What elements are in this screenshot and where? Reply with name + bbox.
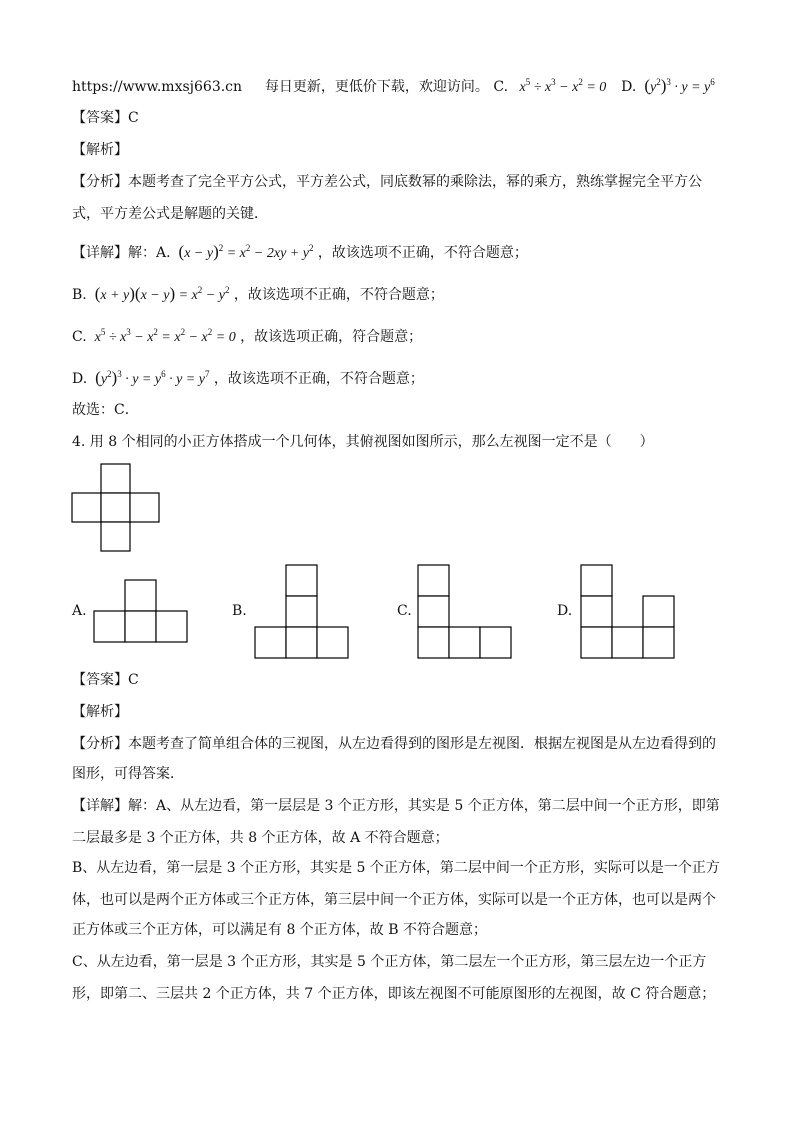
q4-answer: 【答案】C — [72, 672, 139, 688]
q3-d-label: D. — [72, 371, 88, 387]
q3-detail-a — [72, 238, 528, 264]
formula-a: $(x - y)^2 = x^2 - 2xy + y^2$ — [178, 242, 314, 261]
q3-c-label: C. — [72, 329, 87, 345]
option-b-label: B. — [232, 603, 247, 619]
q3-choose: 故选：C． — [72, 402, 139, 418]
option-d-fig-label: D. — [557, 603, 573, 619]
formula-c-detail: $x^5 \div x^3 - x^2 = x^2 - x^2 = 0$ — [91, 327, 236, 345]
header-line — [72, 72, 715, 98]
top-view-figure — [70, 462, 165, 554]
q3-c-tail: ，故该选项正确，符合题意； — [240, 329, 423, 345]
q4-detail-7: 形，即第二、三层共 2 个正方体，共 7 个正方体，即该左视图不可能原图形的左视图，故 C 符合题意； — [72, 986, 716, 1002]
formula-d: $(y^2)^3 \cdot y = y^6$ — [644, 76, 715, 95]
q3-b-tail: ，故该选项不正确，不符合题意； — [233, 287, 444, 303]
q4-fenxi-2: 图形，可得答案． — [72, 766, 184, 782]
option-a-label: A. — [72, 603, 87, 619]
formula-c: $x^5 \div x^3 - x^2 = 0$ — [512, 77, 607, 95]
option-c-fig-label: C. — [397, 603, 412, 619]
q4-detail-1: 【详解】解：A、从左边看，第一层层是 3 个正方形，其实是 5 个正方体，第二层中间一个正方形，即第 — [72, 798, 720, 814]
site-slogan: 每日更新，更低价下载，欢迎访问。 — [264, 79, 489, 95]
q3-detail-d — [72, 364, 424, 390]
option-c-label: C. — [493, 79, 509, 95]
q4-detail-2: 二层最多是 3 个正方体，共 8 个正方体，故 A 不符合题意； — [72, 830, 449, 846]
q3-detail-a-tail: ，故该选项不正确，不符合题意； — [317, 245, 528, 261]
q4-detail-6: C、从左边看，第一层是 3 个正方形，其实是 5 个正方体，第二层左一个正方形，第三层左边一个正方 — [72, 954, 707, 970]
q3-b-label: B. — [72, 287, 87, 303]
option-d-label: D. — [621, 79, 637, 95]
option-b-figure — [253, 563, 353, 661]
formula-b: $(x + y)(x - y) = x^2 - y^2$ — [94, 284, 230, 303]
site-url: https://www.mxsj663.cn — [72, 79, 243, 95]
q4-question: 4. 用 8 个相同的小正方体搭成一个几何体，其俯视图如图所示，那么左视图一定不是（ ） — [72, 434, 654, 450]
q4-detail-5: 正方体或三个正方体，可以满足有 8 个正方体，故 B 不符合题意； — [72, 922, 487, 938]
q4-fenxi-1: 【分析】本题考查了简单组合体的三视图，从左边看得到的图形是左视图．根据左视图是从左边看得到的 — [72, 736, 716, 752]
q3-answer: 【答案】C — [72, 110, 139, 126]
q3-fenxi-2: 式，平方差公式是解题的关键． — [72, 206, 268, 222]
formula-d-detail: $(y^2)^3 \cdot y = y^6 \cdot y = y^7$ — [95, 368, 210, 387]
q3-fenxi-1: 【分析】本题考查了完全平方公式，平方差公式，同底数幂的乘除法，幂的乘方，熟练掌握完全平方公 — [72, 174, 702, 190]
q3-detail-c — [72, 322, 422, 348]
q4-analysis-title: 【解析】 — [72, 704, 128, 720]
q3-detail-prefix: 【详解】解：A. — [72, 245, 171, 261]
option-d-figure — [579, 563, 679, 661]
q3-analysis-title: 【解析】 — [72, 142, 128, 158]
option-c-figure — [416, 563, 516, 661]
q4-detail-3: B、从左边看，第一层是 3 个正方形，其实是 5 个正方体，第二层中间一个正方形，实际可以是一个正方 — [72, 860, 720, 876]
q4-detail-4: 体，也可以是两个正方体或三个正方体，第三层中间一个正方体，实际可以是一个正方体，也可以是两个 — [72, 892, 716, 908]
option-a-figure — [92, 578, 192, 644]
q3-d-tail: ，故该选项不正确，不符合题意； — [213, 371, 424, 387]
q3-detail-b — [72, 280, 444, 306]
